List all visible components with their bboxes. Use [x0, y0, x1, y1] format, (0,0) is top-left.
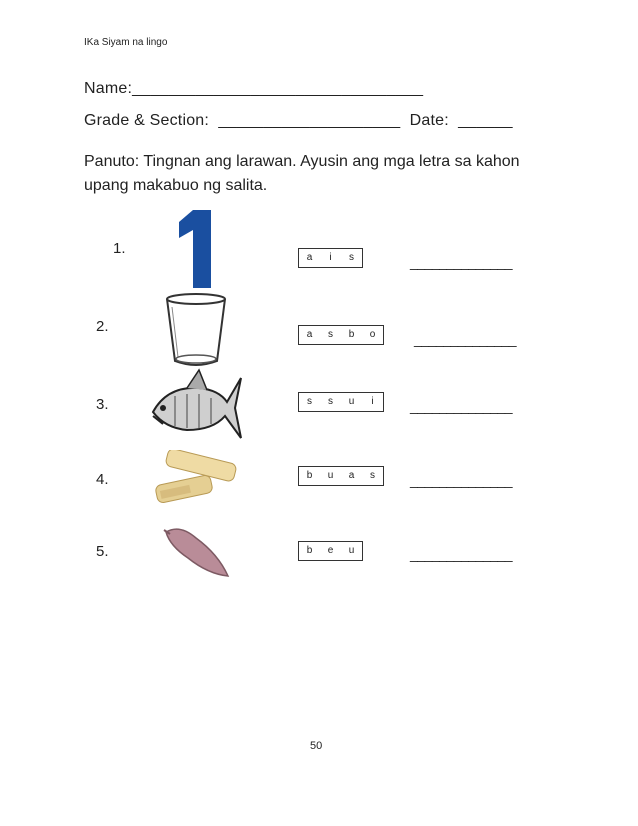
item-number: 2.: [96, 318, 109, 335]
letter: a: [306, 329, 313, 340]
page-number: 50: [310, 740, 323, 752]
answer-blank: ______________: [410, 398, 513, 414]
letter-box: [298, 541, 363, 561]
letter: a: [348, 470, 355, 481]
letter: s: [370, 470, 375, 481]
letter: i: [371, 396, 374, 407]
letter: s: [307, 396, 312, 407]
letter: s: [328, 396, 333, 407]
item-number: 3.: [96, 396, 109, 413]
grade-section-date-line: Grade & Section: ____________________ Date: ______: [84, 112, 513, 129]
answer-blank: ______________: [410, 254, 513, 270]
answer-blank: ______________: [414, 331, 517, 347]
answer-blank: ______________: [410, 472, 513, 488]
letter-box: [298, 325, 384, 345]
number-one-image: [175, 208, 225, 290]
item-number: 5.: [96, 543, 109, 560]
item-number: 4.: [96, 471, 109, 488]
sweet-potato-image: [162, 524, 232, 580]
letter: b: [348, 329, 355, 340]
letter-box: [298, 466, 384, 486]
letter: a: [306, 252, 313, 263]
item-number: 1.: [113, 240, 126, 257]
rice-cake-image: [152, 450, 240, 506]
header-note: IKa Siyam na lingo: [84, 37, 168, 48]
letter: e: [327, 545, 334, 556]
letter: i: [329, 252, 332, 263]
instructions: Panuto: Tingnan ang larawan. Ayusin ang mga letra sa kahon upang makabuo ng salita.: [84, 153, 520, 194]
letter-box: [298, 392, 384, 412]
letter: u: [348, 396, 355, 407]
letter: u: [327, 470, 334, 481]
letter: s: [349, 252, 354, 263]
letter: s: [328, 329, 333, 340]
letter-box: [298, 248, 363, 268]
name-line: Name:________________________________: [84, 80, 424, 97]
answer-blank: ______________: [410, 546, 513, 562]
glass-image: [163, 291, 229, 369]
letter: u: [348, 545, 355, 556]
letter: o: [369, 329, 376, 340]
fish-image: [147, 364, 243, 442]
letter: b: [306, 470, 313, 481]
letter: b: [306, 545, 313, 556]
